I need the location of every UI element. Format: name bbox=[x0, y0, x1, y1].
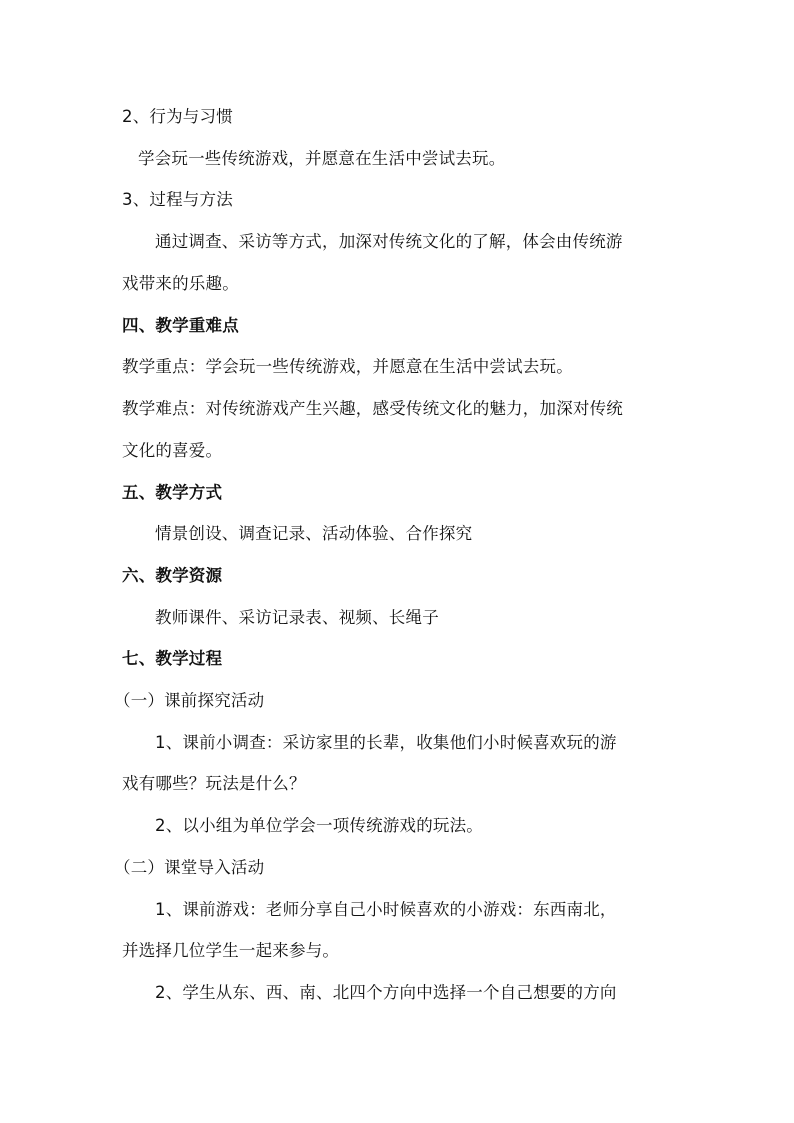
subheading-behavior-habits: 2、行为与习惯 bbox=[122, 107, 233, 126]
paragraph-line: 戏有哪些？玩法是什么？ bbox=[122, 774, 306, 793]
paragraph-line: 教学难点：对传统游戏产生兴趣，感受传统文化的魅力，加深对传统 bbox=[122, 399, 623, 418]
paragraph-line: 文化的喜爱。 bbox=[122, 441, 223, 460]
paragraph-line: 戏带来的乐趣。 bbox=[122, 274, 239, 293]
section-heading-teaching-resources: 六、教学资源 bbox=[122, 566, 223, 585]
paragraph-line: 通过调查、采访等方式，加深对传统文化的了解，体会由传统游 bbox=[155, 232, 623, 251]
paragraph-line: 1、课前游戏：老师分享自己小时候喜欢的小游戏：东西南北， bbox=[155, 900, 617, 919]
paragraph-line: 学会玩一些传统游戏，并愿意在生活中尝试去玩。 bbox=[138, 149, 506, 168]
subsection-heading: （二）课堂导入活动 bbox=[114, 858, 265, 877]
paragraph-line: 情景创设、调查记录、活动体验、合作探究 bbox=[155, 524, 473, 543]
paragraph-line: 2、以小组为单位学会一项传统游戏的玩法。 bbox=[155, 816, 483, 835]
section-heading-key-points: 四、教学重难点 bbox=[122, 316, 239, 335]
section-heading-teaching-process: 七、教学过程 bbox=[122, 649, 223, 668]
subsection-heading: （一）课前探究活动 bbox=[114, 691, 265, 710]
paragraph-line: 1、课前小调查：采访家里的长辈，收集他们小时候喜欢玩的游 bbox=[155, 733, 617, 752]
paragraph-line: 并选择几位学生一起来参与。 bbox=[122, 941, 340, 960]
section-heading-teaching-methods: 五、教学方式 bbox=[122, 483, 223, 502]
subheading-process-method: 3、过程与方法 bbox=[122, 190, 233, 209]
paragraph-line: 教学重点：学会玩一些传统游戏，并愿意在生活中尝试去玩。 bbox=[122, 357, 573, 376]
paragraph-line: 教师课件、采访记录表、视频、长绳子 bbox=[155, 608, 439, 627]
paragraph-line: 2、学生从东、西、南、北四个方向中选择一个自己想要的方向 bbox=[155, 983, 617, 1002]
